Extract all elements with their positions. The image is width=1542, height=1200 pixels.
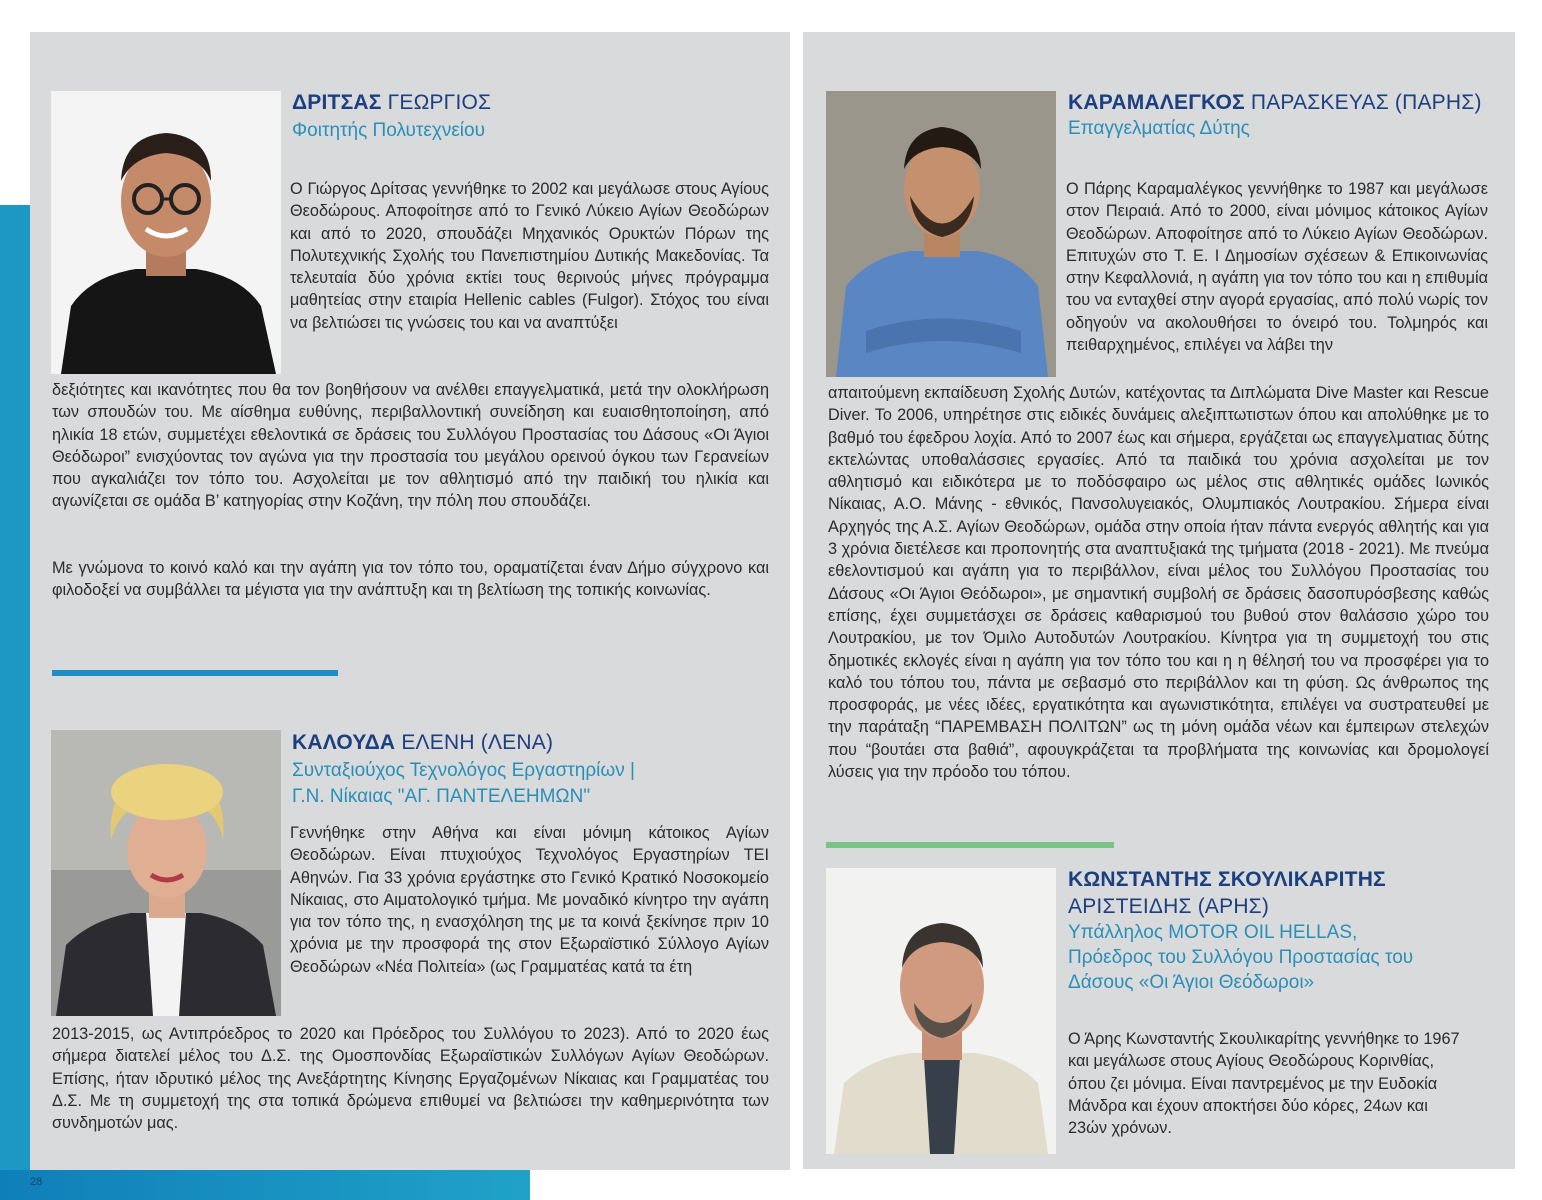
kalouda-role-line1: Συνταξιούχος Τεχνολόγος Εργαστηρίων | (292, 760, 635, 781)
kalouda-name: ΚΑΛΟΥΔΑ ΕΛΕΝΗ (ΛΕΝΑ) (292, 731, 554, 754)
karamalegkos-bio-top: Ο Πάρης Καραμαλέγκος γεννήθηκε το 1987 και μεγάλωσε στον Πειραιά. Από το 2000, είναι μόνιμος κάτοικος Αγίων Θεοδώρων. Αποφοίτησε από το Λύκειο Αγίων Θεοδώρων. Επιτυχών στο Τ. Ε. Ι Δημοσίων σχέσεων & Επικοινωνίας στην Κεφαλλονιά, η αγάπη για τον τόπο του και η επιθυμία του να ενταχθεί στην αγορά εργασίας, από πολύ νωρίς τον οδηγούν να ακολουθήσει το όνειρό του. Τολμηρός και πειθαρχημένος, επιλέγει να λάβει την (1066, 180, 1488, 355)
skoulikaritis-role-line2: Πρόεδρος του Συλλόγου Προστασίας του (1068, 947, 1414, 968)
dritsas-name: ΔΡΙΤΣΑΣ ΓΕΩΡΓΙΟΣ (292, 91, 492, 114)
kalouda-bio-top: Γεννήθηκε στην Αθήνα και είναι μόνιμη κάτοικος Αγίων Θεοδώρων. Είναι πτυχιούχος Τεχνολόγος Εργαστηρίων ΤΕΙ Αθηνών. Για 33 χρόνια εργάστηκε στο Γενικό Κρατικό Νοσοκομείο Νίκαιας, στο Αιματολογικό τμήμα. Με μοναδικό κίνητρο την αγάπη για τον τόπο της, η ενασχόληση της με τα κοινά ξεκίνησε πριν 10 χρόνια με την προσφορά της στον Εξωραϊστικό Σύλλογο Αγίων Θεοδώρων «Νέα Πολιτεία» (ως Γραμματέας κατά τα έτη (290, 824, 769, 976)
section-divider-green (826, 842, 1114, 848)
skoulikaritis-role-line3: Δάσους «Οι Άγιοι Θεόδωροι» (1068, 972, 1315, 993)
kalouda-photo (51, 730, 281, 1016)
left-accent-bar (0, 205, 30, 1200)
skoulikaritis-role-line1: Υπάλληλος MOTOR OIL HELLAS, (1068, 922, 1358, 943)
karamalegkos-role: Επαγγελματίας Δύτης (1068, 118, 1250, 139)
kalouda-role-line2: Γ.Ν. Νίκαιας "ΑΓ. ΠΑΝΤΕΛΕΗΜΩΝ" (292, 786, 591, 807)
dritsas-bio-top: Ο Γιώργος Δρίτσας γεννήθηκε το 2002 και μεγάλωσε στους Αγίους Θεοδώρους. Αποφοίτησε από το Γενικό Λύκειο Αγίων Θεοδώρων και από το 2020, σπουδάζει Μηχανικός Ορυκτών Πόρων της Πολυτεχνικής Σχολής του Πανεπιστημίου Δυτικής Μακεδονίας. Τα τελευταία δύο χρόνια εκτίει τους θερινούς μήνες πρόγραμμα μαθητείας στην εταιρία Hellenic cables (Fulgor). Στόχος του είναι να βελτιώσει τις γνώσεις του και να αναπτύξει (290, 180, 769, 332)
skoulikaritis-given: ΑΡΙΣΤΕΙΔΗΣ (ΑΡΗΣ) (1068, 895, 1270, 918)
karamalegkos-photo (826, 91, 1056, 377)
skoulikaritis-photo (826, 868, 1056, 1154)
dritsas-role: Φοιτητής Πολυτεχνείου (292, 120, 485, 141)
skoulikaritis-surname: ΚΩΝΣΤΑΝΤΗΣ ΣΚΟΥΛΙΚΑΡΙΤΗΣ (1068, 868, 1386, 891)
dritsas-photo (51, 91, 281, 374)
section-divider-blue (52, 670, 338, 676)
karamalegkos-name: ΚΑΡΑΜΑΛΕΓΚΟΣ ΠΑΡΑΣΚΕΥΑΣ (ΠΑΡΗΣ) (1068, 91, 1482, 114)
bottom-accent-bar (0, 1170, 530, 1200)
karamalegkos-bio-bottom: απαιτούμενη εκπαίδευση Σχολής Δυτών, κατέχοντας τα Διπλώματα Dive Master και Rescue Diver. Το 2006, υπηρέτησε στις ειδικές δυνάμεις αλεξιπτωτιστων όπου και απολύθηκε με το βαθμό του έφεδρου λοχία. Από το 2007 έως και σήμερα, εργάζεται ως επαγγελματιας δύτης εκτελώντας υποθαλάσσιες εργασίες. Από τα παιδικά του χρόνια ασχολείται με τον αθλητισμό και ειδικότερα με το ποδόσφαιρο ως μέλος στις αθλητικές ομάδες Ιωνικός Νίκαιας, Α.Ο. Μάνης - εθνικός, Πανσολυγειακός, Ολυμπιακός Λουτρακίου. Σήμερα είναι Αρχηγός της Α.Σ. Αγίων Θεοδώρων, ομάδα στην οποία ήταν πάντα ενεργός αθλητής και για 3 χρόνια διετέλεσε και προπονητής στα αναπτυξιακά της τμήματα (2018 - 2021). Με πνεύμα εθελοντισμού και αγάπη για το περιβάλλον, είναι μέλος του Συλλόγου Προστασίας του Δάσους «Οι Άγιοι Θεόδωροι», με σημαντική συμβολή σε δράσεις δασοπυρόσβεσης καθώς επίσης, έχει συμμετάσχει σε δράσεις καθαρισμού του βυθού στον θαλάσσιο χώρο του Λουτρακίου, με τον Όμιλο Αυτοδυτών Λουτρακίου. Κίνητρα για τη συμμετοχή του στις δημοτικές εκλογές είναι η αγάπη για τον τόπο του και η η θέλησή του να προσφέρει για το καλό του τόπου του, πάντα με σεβασμό στο περιβάλλον και τη φύση. Ως άνθρωπος της προσφοράς, με νέες ιδέες, εργατικότητα και αγωνιστικότητα, επιλέγει να συστρατευθεί με την παράταξη “ΠΑΡΕΜΒΑΣΗ ΠΟΛΙΤΩΝ” ως τη μόνη ομάδα νέων και έμπειρων στελεχών που “βουτάει στα βαθιά”, αφουγκράζεται τα προβλήματα της κοινωνίας και δρομολογεί λύσεις για την πρόοδο του τόπου. (828, 384, 1489, 782)
page-number: 28 (30, 1176, 43, 1188)
kalouda-bio-bottom: 2013-2015, ως Αντιπρόεδρος το 2020 και Πρόεδρος του Συλλόγου το 2023). Από το 2020 έως σήμερα διατελεί μέλος του Δ.Σ. της Ομοσπονδίας Εξωραϊστικών Συλλόγων Αγίων Θεοδώρων. Επίσης, ήταν ιδρυτικό μέλος της Ανεξάρτητης Κίνησης Εργαζομένων Νίκαιας και Γραμματέας του Δ.Σ. Με τη συμμετοχή της στα τοπικά δρώμενα επιθυμεί να βελτιώσει την καθημερινότητα των συνδημοτών μας. (52, 1025, 769, 1133)
dritsas-bio-bottom: δεξιότητες και ικανότητες που θα τον βοηθήσουν να ανέλθει επαγγελματικά, μετά την ολοκλήρωση των σπουδών του. Με αίσθημα ευθύνης, περιβαλλοντική συνείδηση και ευαισθητοποίηση, από ηλικία 18 ετών, συμμετέχει εθελοντικά σε δράσεις του Συλλόγου Προστασίας του Δάσους «Οι Άγιοι Θεόδωροι” ενισχύοντας τον αγώνα για την προστασία του μεγάλου ορεινού όγκου των Γερανείων που αγκαλιάζει τον τόπο του. Ασχολείται με τον αθλητισμό από την παιδική του ηλικία και αγωνίζεται σε ομάδα Β’ κατηγορίας στην Κοζάνη, την πόλη που σπουδάζει. (52, 381, 769, 511)
dritsas-bio-end: Με γνώμονα το κοινό καλό και την αγάπη για τον τόπο του, οραματίζεται έναν Δήμο σύγχρονο και φιλοδοξεί να συμβάλλει τα μέγιστα για την ανάπτυξη και τη βελτίωση της τοπικής κοινωνίας. (52, 559, 769, 600)
skoulikaritis-bio: Ο Άρης Κωνσταντής Σκουλικαρίτης γεννήθηκε το 1967 και μεγάλωσε στους Αγίους Θεοδώρους Κορινθίας, όπου ζει μόνιμα. Είναι παντρεμένος με την Ευδοκία Μάνδρα και έχουν αποκτήσει δύο κόρες, 24ων και 23ών χρόνων. (1068, 1030, 1460, 1138)
